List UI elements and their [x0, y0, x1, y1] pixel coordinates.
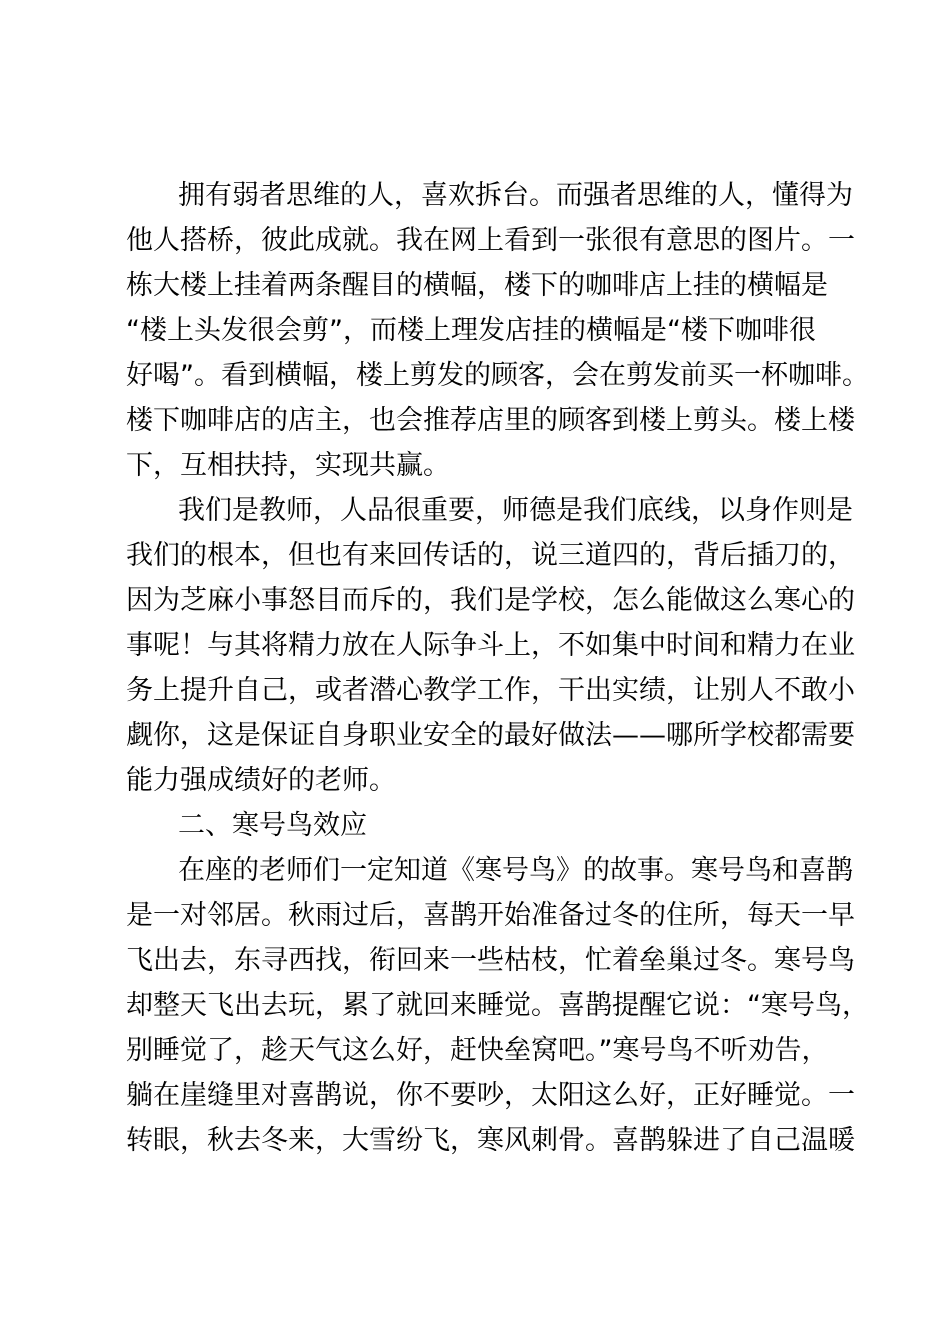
- text-line: 好喝”。看到横幅，楼上剪发的顾客，会在剪发前买一杯咖啡。: [126, 360, 869, 391]
- text-line: “楼上头发很会剪”，而楼上理发店挂的横幅是“楼下咖啡很: [126, 315, 816, 346]
- text-line: 在座的老师们一定知道《寒号鸟》的故事。寒号鸟和喜鹊: [178, 855, 853, 886]
- text-line: 却整天飞出去玩，累了就回来睡觉。喜鹊提醒它说：“寒号鸟，: [126, 990, 869, 1021]
- text-line: 他人搭桥，彼此成就。我在网上看到一张很有意思的图片。一: [126, 225, 855, 256]
- section-heading: 二、寒号鸟效应: [178, 810, 367, 841]
- text-line: 栋大楼上挂着两条醒目的横幅，楼下的咖啡店上挂的横幅是: [126, 270, 828, 301]
- text-line: 躺在崖缝里对喜鹊说，你不要吵，太阳这么好，正好睡觉。一: [126, 1080, 855, 1111]
- text-line: 是一对邻居。秋雨过后，喜鹊开始准备过冬的住所，每天一早: [126, 900, 855, 931]
- text-line: 下，互相扶持，实现共赢。: [126, 450, 450, 481]
- text-line: 事呢！与其将精力放在人际争斗上，不如集中时间和精力在业: [126, 630, 855, 661]
- text-line: 我们是教师，人品很重要，师德是我们底线，以身作则是: [178, 495, 853, 526]
- text-line: 因为芝麻小事怒目而斥的，我们是学校，怎么能做这么寒心的: [126, 585, 855, 616]
- text-line: 别睡觉了，趁天气这么好，赶快垒窝吧。”寒号鸟不听劝告，: [126, 1035, 829, 1066]
- text-line: 拥有弱者思维的人，喜欢拆台。而强者思维的人，懂得为: [178, 180, 853, 211]
- text-line: 能力强成绩好的老师。: [126, 765, 396, 796]
- text-line: 务上提升自己，或者潜心教学工作，干出实绩，让别人不敢小: [126, 675, 855, 706]
- text-line: 我们的根本，但也有来回传话的，说三道四的，背后插刀的，: [126, 540, 855, 571]
- text-line: 觑你，这是保证自身职业安全的最好做法——哪所学校都需要: [126, 720, 855, 751]
- text-line: 转眼，秋去冬来，大雪纷飞，寒风刺骨。喜鹊躲进了自己温暖: [126, 1125, 855, 1156]
- text-line: 楼下咖啡店的店主，也会推荐店里的顾客到楼上剪头。楼上楼: [126, 405, 855, 436]
- text-line: 飞出去，东寻西找，衔回来一些枯枝，忙着垒巢过冬。寒号鸟: [126, 945, 855, 976]
